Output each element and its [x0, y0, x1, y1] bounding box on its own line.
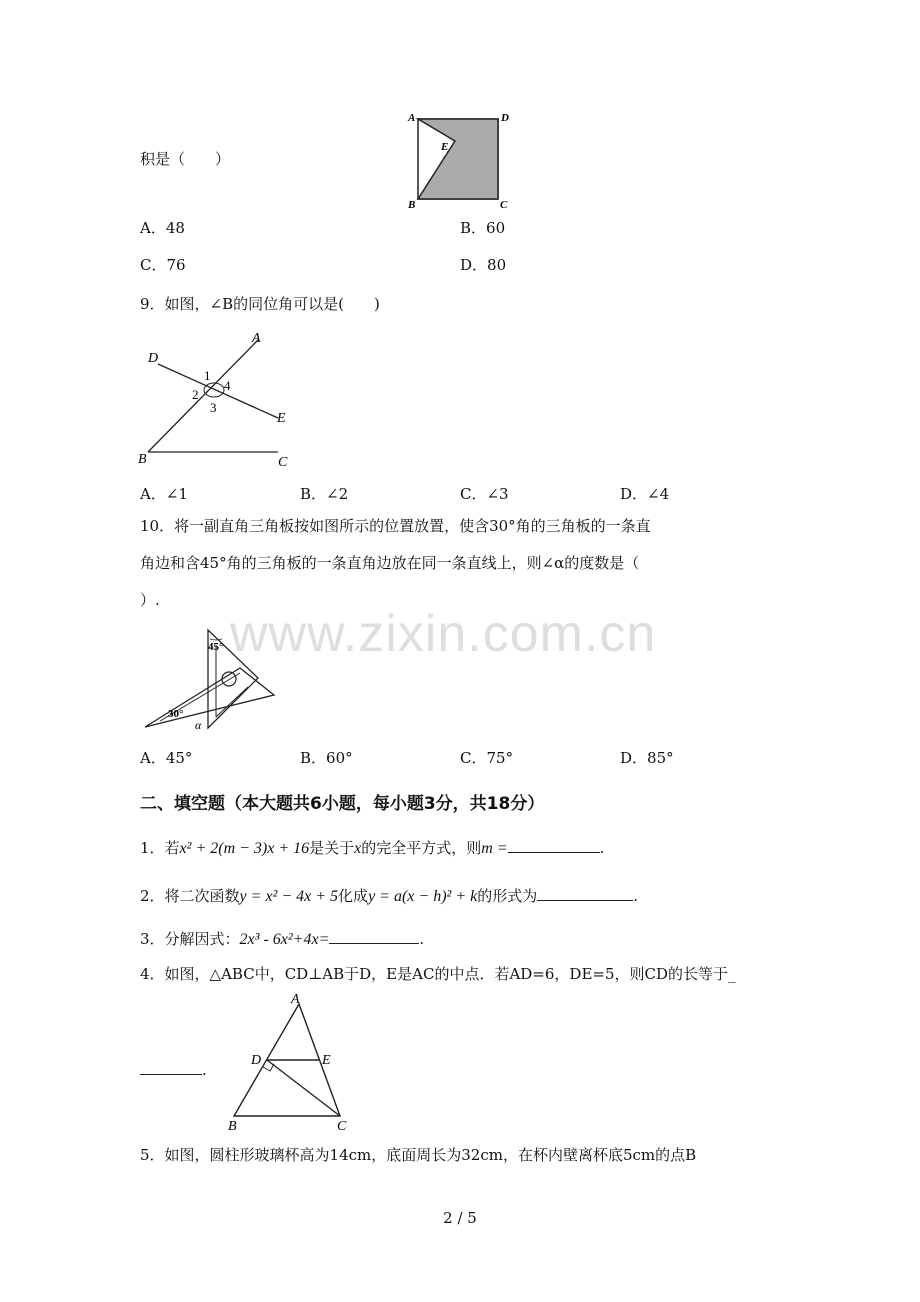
f4-label-D: D	[251, 1053, 262, 1068]
f4-right-angle-mark	[263, 1064, 274, 1071]
q9-label-D: D	[148, 351, 159, 366]
q10-line3: ）.	[140, 591, 160, 609]
f4-figure	[222, 990, 352, 1130]
q8-figure	[400, 108, 520, 212]
q9-label-B: B	[138, 452, 147, 467]
q8-option-c[interactable]: C．76	[140, 256, 186, 274]
q8-label-C: C	[500, 199, 508, 211]
q10-angle-45-arc	[210, 639, 222, 640]
fill-question-5-line1: 5．如图，圆柱形玻璃杯高为14cm，底面周长为32cm，在杯内壁离杯底5cm的点B	[140, 1146, 697, 1164]
q8-option-a[interactable]: A．48	[140, 219, 185, 237]
f3-answer-blank[interactable]	[329, 929, 419, 944]
q8-label-A: A	[408, 112, 416, 124]
q9-label-3: 3	[210, 400, 217, 415]
q9-figure	[130, 330, 300, 472]
f1-lhs: m =	[481, 840, 508, 857]
q9-option-a[interactable]: A．∠1	[140, 485, 188, 503]
q8-option-b[interactable]: B．60	[460, 219, 506, 237]
q9-label-1: 1	[204, 368, 211, 383]
fill-question-4-line2: .	[140, 1060, 207, 1078]
fill-question-4-line1: 4．如图，△ABC中，CD⊥AB于D，E是AC的中点．若AD=6，DE=5，则CD的长等于_	[140, 965, 736, 983]
fill-question-3: 3．分解因式：2x³ - 6x²+4x= .	[140, 930, 425, 948]
q10-option-a[interactable]: A．45°	[140, 749, 193, 767]
watermark: www.zixin.com.cn	[230, 605, 657, 663]
q9-label-4: 4	[224, 378, 231, 393]
f2-answer-blank[interactable]	[537, 886, 633, 901]
q8-label-B: B	[408, 199, 416, 211]
q10-line2: 角边和含45°角的三角板的一条直角边放在同一条直线上，则∠α的度数是（	[140, 554, 640, 572]
page-number: 2 / 5	[443, 1209, 477, 1227]
q9-stem: 9．如图，∠B的同位角可以是( )	[140, 295, 380, 313]
q8-option-d[interactable]: D．80	[460, 256, 507, 274]
fill-question-1: 1．若x² + 2(m − 3)x + 16是关于x的完全平方式，则m = .	[140, 839, 605, 857]
q9-option-b[interactable]: B．∠2	[300, 485, 349, 503]
q10-option-d[interactable]: D．85°	[620, 749, 674, 767]
q9-label-C: C	[278, 455, 288, 470]
q8-shaded-region	[418, 119, 498, 199]
f2-expression-1: y = x² − 4x + 5	[239, 888, 339, 905]
f4-label-E: E	[322, 1053, 331, 1068]
q10-option-b[interactable]: B．60°	[300, 749, 353, 767]
q10-label-alpha: α	[195, 718, 202, 732]
q10-label-45: 45°	[208, 641, 224, 653]
fill-question-2: 2．将二次函数y = x² − 4x + 5化成y = a(x − h)² + k的形式为 .	[140, 887, 639, 905]
f1-answer-blank[interactable]	[508, 838, 600, 853]
q10-line1: 10．将一副直角三角板按如图所示的位置放置，使含30°角的三角板的一条直	[140, 517, 651, 535]
q9-line-BA	[148, 340, 258, 452]
q9-option-d[interactable]: D．∠4	[620, 485, 670, 503]
f2-expression-2: y = a(x − h)² + k	[368, 888, 478, 905]
f4-answer-blank[interactable]	[140, 1060, 202, 1075]
f1-variable: x	[354, 840, 362, 857]
q10-option-c[interactable]: C．75°	[460, 749, 514, 767]
f1-expression: x² + 2(m − 3)x + 16	[179, 840, 310, 857]
section-2-heading: 二、填空题（本大题共6小题，每小题3分，共18分）	[140, 794, 545, 814]
q9-label-2: 2	[192, 387, 199, 402]
q10-label-30: 30°	[168, 708, 184, 720]
q8-label-D: D	[501, 112, 509, 124]
f4-label-A: A	[291, 992, 300, 1007]
q8-stem-tail: 积是（ ）	[140, 150, 231, 168]
f4-label-C: C	[337, 1119, 347, 1130]
q9-option-c[interactable]: C．∠3	[460, 485, 509, 503]
q9-label-A: A	[252, 331, 261, 346]
q9-line-DE	[158, 364, 278, 418]
q10-figure	[140, 625, 280, 735]
q8-label-E: E	[441, 141, 449, 153]
q9-label-E: E	[277, 411, 286, 426]
f4-label-B: B	[228, 1119, 237, 1130]
f3-expression: 2x³ - 6x²+4x=	[239, 931, 330, 948]
